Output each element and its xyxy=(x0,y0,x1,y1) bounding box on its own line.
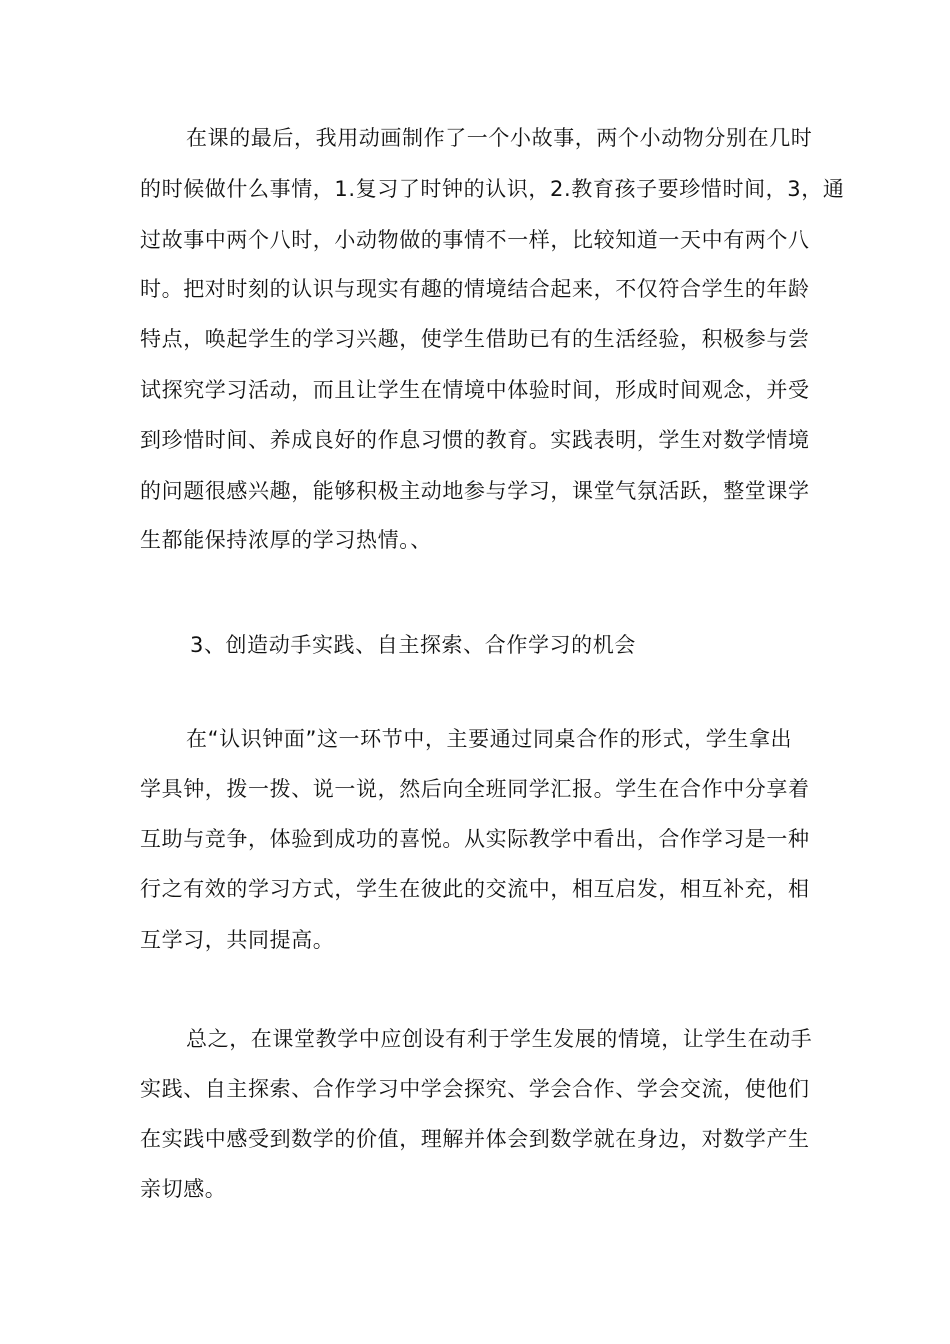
text-line: 的时候做什么事情，1.复习了时钟的认识，2.教育孩子要珍惜时间，3，通 xyxy=(140,177,845,201)
text-line: 在“认识钟面”这一环节中，主要通过同桌合作的形式，学生拿出 xyxy=(186,727,793,751)
text-line: 在实践中感受到数学的价值，理解并体会到数学就在身边，对数学产生 xyxy=(140,1127,810,1151)
text-line: 学具钟，拨一拨、说一说，然后向全班同学汇报。学生在合作中分享着 xyxy=(140,777,810,801)
text-line: 实践、自主探索、合作学习中学会探究、学会合作、学会交流，使他们 xyxy=(140,1077,810,1101)
text-line: 过故事中两个八时，小动物做的事情不一样，比较知道一天中有两个八 xyxy=(140,228,810,252)
text-line: 试探究学习活动，而且让学生在情境中体验时间，形成时间观念，并受 xyxy=(140,378,810,402)
text-line: 在课的最后，我用动画制作了一个小故事，两个小动物分别在几时 xyxy=(186,126,813,150)
text-line: 时。把对时刻的认识与现实有趣的情境结合起来，不仅符合学生的年龄 xyxy=(140,277,810,301)
text-line: 到珍惜时间、养成良好的作息习惯的教育。实践表明，学生对数学情境 xyxy=(140,428,810,452)
text-line: 特点，唤起学生的学习兴趣，使学生借助已有的生活经验，积极参与尝 xyxy=(140,327,810,351)
text-line: 亲切感。 xyxy=(140,1177,227,1201)
text-line: 互助与竞争，体验到成功的喜悦。从实际教学中看出，合作学习是一种 xyxy=(140,827,810,851)
text-line: 行之有效的学习方式，学生在彼此的交流中，相互启发，相互补充，相 xyxy=(140,877,810,901)
text-line: 总之，在课堂教学中应创设有利于学生发展的情境，让学生在动手 xyxy=(186,1027,813,1051)
text-line: 的问题很感兴趣，能够积极主动地参与学习，课堂气氛活跃，整堂课学 xyxy=(140,479,810,503)
section-heading: 3、创造动手实践、自主探索、合作学习的机会 xyxy=(190,633,636,657)
text-line: 互学习，共同提高。 xyxy=(140,928,335,952)
text-line: 生都能保持浓厚的学习热情。、 xyxy=(140,528,432,552)
